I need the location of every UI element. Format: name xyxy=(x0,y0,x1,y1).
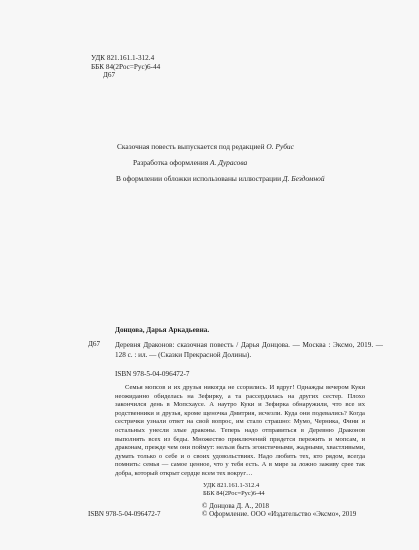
udc-code: УДК 821.161.1-312.4 xyxy=(91,54,155,62)
illustration-credit xyxy=(116,174,325,183)
annotation-text: Семья мопсов и их друзья никогда не ссорились. И вдруг! Однажды вечером Куки неожиданно обиделась на Зефирку, а та рассердилась на других сестер. Плохо закончился день в Мопсхаусе. А наутро Куки и Зефирка обнаружили, что все их родственники и друзья, кроме щеночка Дмитрия, исчезли. Куда они подевались? Когда сестрички узнали ответ на свой вопрос, им стало страшно: Мумо, Черника, Фини и остальных унесли злые драконы. Теперь надо отправиться в Деревню Драконов выполнять всех из беды. Множество приключений придется пережить и мопсам, и драконам, прежде чем они поймут: нельзя быть эгоистичными, жадными, хвастливыми, думать только о себе и о своих удовольствиях. Надо любить тех, кто рядом, всегда помнить: семья — самое ценное, что у тебя есть. А в мире за ложно заживу срее так добра, который открыт сердце всем тех вокруг… xyxy=(115,384,365,477)
catalog-isbn: ISBN 978-5-04-096472-7 xyxy=(115,370,190,378)
illustrator-name: Д. Бездомной xyxy=(282,174,325,183)
design-credit-text: Разработка оформления xyxy=(133,158,211,167)
catalog-code: Д67 xyxy=(88,340,101,348)
footer-isbn: ISBN 978-5-04-096472-7 xyxy=(88,510,161,518)
bottom-classification xyxy=(203,482,265,499)
design-credit xyxy=(133,158,247,167)
classification-block xyxy=(91,54,160,80)
designer-name: А. Дурасова xyxy=(210,158,248,167)
illustration-credit-text: В оформлении обложки использованы иллюстрации xyxy=(116,174,283,183)
author-mark: Д67 xyxy=(103,71,116,80)
editor-name: О. Рубис xyxy=(266,142,294,151)
catalog-description: Деревня Драконов: сказочная повесть / Дарья Донцова. — Москва : Эксмо, 2019. — 128 с. : ил. — (Сказки Прекрасной Долины). xyxy=(115,341,383,360)
catalog-author: Донцова, Дарья Аркадьевна. xyxy=(115,326,210,334)
editor-credit xyxy=(117,142,294,151)
copyright-design: © Оформление. ООО «Издательство «Эксмо», 2019 xyxy=(202,510,357,518)
editor-credit-text: Сказочная повесть выпускается под редакцией xyxy=(117,142,267,151)
bbk-code: ББК 84(2Рос=Рус)6-44 xyxy=(91,62,161,71)
bottom-bbk: ББК 84(2Рос=Рус)6-44 xyxy=(203,490,265,498)
copyright-author: © Донцова Д. А., 2018 xyxy=(202,502,269,510)
bottom-udc: УДК 821.161.1-312.4 xyxy=(203,482,260,489)
